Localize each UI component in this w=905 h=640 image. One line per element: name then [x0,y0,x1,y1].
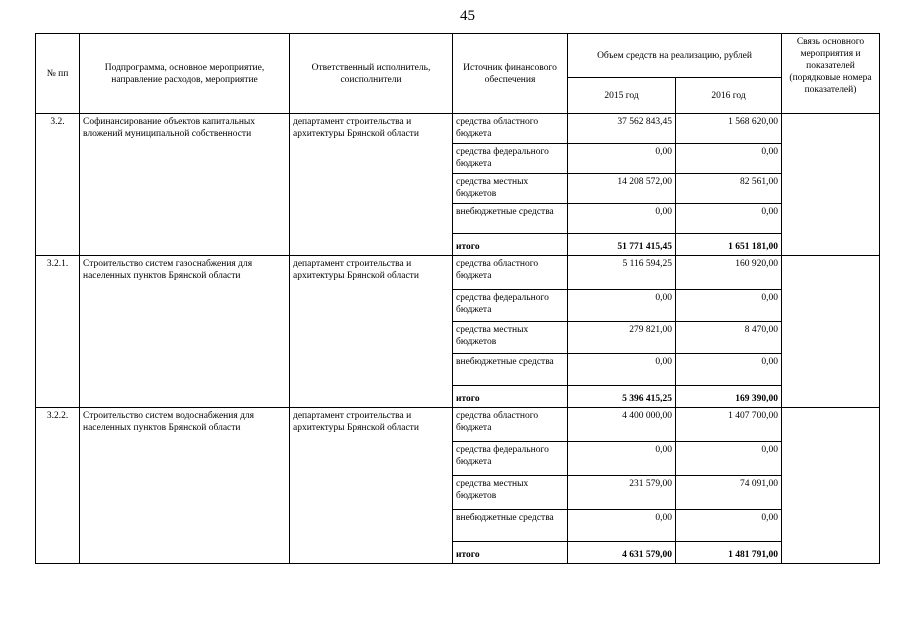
value-2015: 5 396 415,25 [568,386,676,408]
executor-cell: департамент строительства и архитектуры Брянской области [290,408,453,564]
source-cell: средства местных бюджетов [453,322,568,354]
value-2015: 0,00 [568,510,676,542]
row-number: 3.2.2. [36,408,80,564]
value-2015: 51 771 415,45 [568,234,676,256]
table-row [36,256,880,290]
header-year-2016: 2016 год [676,78,782,114]
value-2015: 231 579,00 [568,476,676,510]
source-cell: внебюджетные средства [453,510,568,542]
executor-cell: департамент строительства и архитектуры Брянской области [290,256,453,408]
source-cell: итого [453,234,568,256]
value-2016: 0,00 [676,144,782,174]
value-2016: 74 091,00 [676,476,782,510]
executor-cell: департамент строительства и архитектуры Брянской области [290,114,453,256]
link-cell [782,408,880,564]
value-2015: 4 631 579,00 [568,542,676,564]
program-cell: Строительство систем газоснабжения для населенных пунктов Брянской области [80,256,290,408]
page-number: 45 [460,8,475,24]
value-2015: 0,00 [568,442,676,476]
header-link: Связь основного мероприятия и показателей (порядковые номера показателей) [782,34,880,114]
value-2016: 169 390,00 [676,386,782,408]
value-2015: 14 208 572,00 [568,174,676,204]
header-num: № пп [36,34,80,114]
budget-table [35,33,880,564]
value-2015: 279 821,00 [568,322,676,354]
header-source: Источник финансового обеспечения [453,34,568,114]
source-cell: средства федерального бюджета [453,442,568,476]
value-2015: 37 562 843,45 [568,114,676,144]
source-cell: внебюджетные средства [453,354,568,386]
value-2016: 0,00 [676,510,782,542]
row-number: 3.2.1. [36,256,80,408]
header-volume: Объем средств на реализацию, рублей [568,34,782,78]
link-cell [782,114,880,256]
source-cell: средства областного бюджета [453,408,568,442]
value-2016: 0,00 [676,290,782,322]
value-2016: 1 407 700,00 [676,408,782,442]
table-row [36,408,880,442]
program-cell: Софинансирование объектов капитальных вложений муниципальной собственности [80,114,290,256]
link-cell [782,256,880,408]
value-2016: 1 481 791,00 [676,542,782,564]
value-2016: 160 920,00 [676,256,782,290]
header-year-2015: 2015 год [568,78,676,114]
value-2016: 8 470,00 [676,322,782,354]
header-executor: Ответственный исполнитель, соисполнители [290,34,453,114]
row-number: 3.2. [36,114,80,256]
source-cell: средства местных бюджетов [453,476,568,510]
value-2016: 0,00 [676,442,782,476]
source-cell: итого [453,386,568,408]
source-cell: средства местных бюджетов [453,174,568,204]
value-2016: 0,00 [676,354,782,386]
value-2016: 1 651 181,00 [676,234,782,256]
source-cell: средства областного бюджета [453,114,568,144]
value-2015: 5 116 594,25 [568,256,676,290]
value-2015: 4 400 000,00 [568,408,676,442]
source-cell: итого [453,542,568,564]
value-2015: 0,00 [568,354,676,386]
source-cell: средства федерального бюджета [453,290,568,322]
program-cell: Строительство систем водоснабжения для населенных пунктов Брянской области [80,408,290,564]
value-2015: 0,00 [568,204,676,234]
value-2016: 1 568 620,00 [676,114,782,144]
source-cell: средства федерального бюджета [453,144,568,174]
header-program: Подпрограмма, основное мероприятие, направление расходов, мероприятие [80,34,290,114]
source-cell: внебюджетные средства [453,204,568,234]
value-2015: 0,00 [568,144,676,174]
value-2015: 0,00 [568,290,676,322]
value-2016: 82 561,00 [676,174,782,204]
value-2016: 0,00 [676,204,782,234]
table-row [36,114,880,144]
source-cell: средства областного бюджета [453,256,568,290]
